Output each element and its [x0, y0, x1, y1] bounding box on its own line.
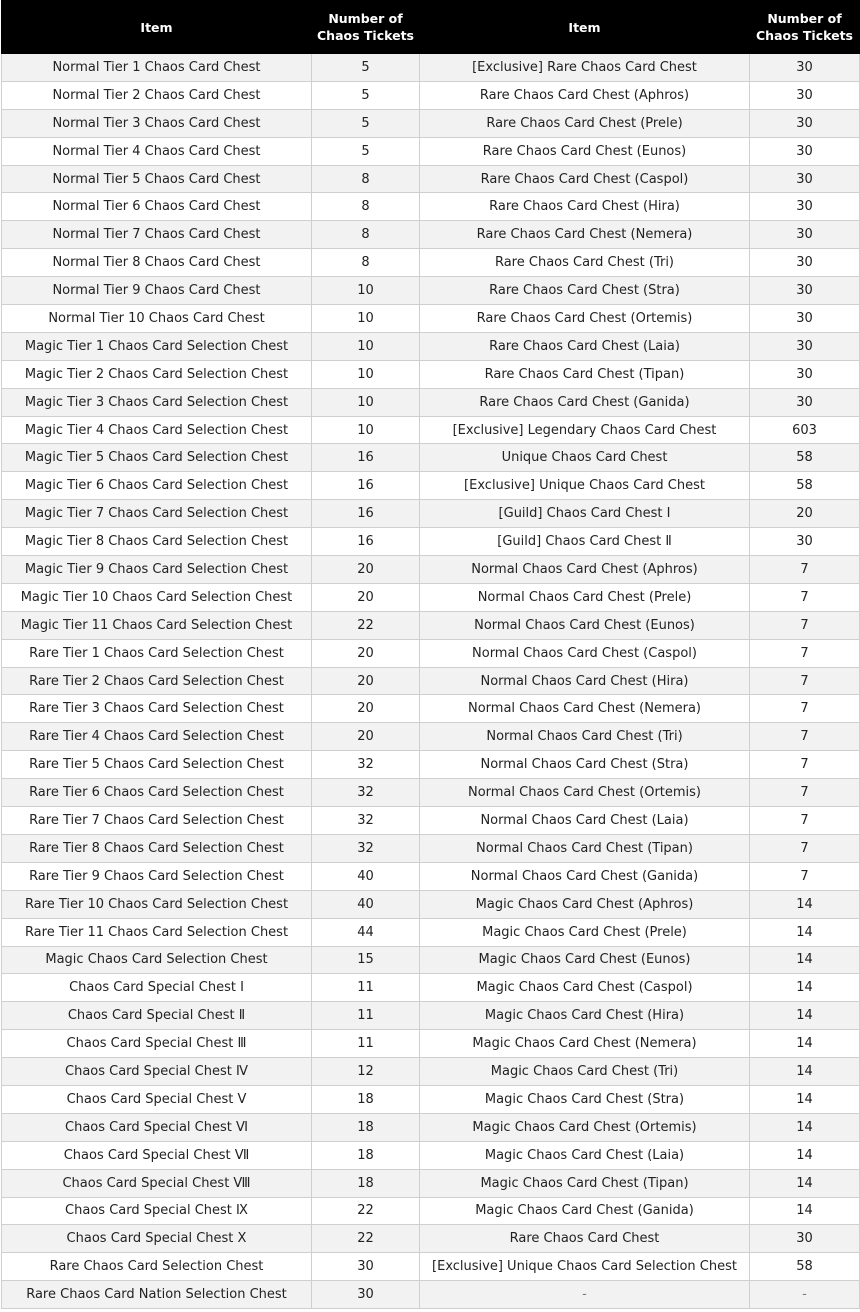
item-right-cell: Unique Chaos Card Chest [420, 444, 750, 472]
tickets-left-cell: 22 [312, 1225, 420, 1253]
item-right-cell: Normal Chaos Card Chest (Ortemis) [420, 779, 750, 807]
item-left-cell: Normal Tier 6 Chaos Card Chest [2, 193, 312, 221]
tickets-right-cell: 7 [750, 667, 860, 695]
tickets-left-cell: 32 [312, 807, 420, 835]
table-row [2, 1113, 860, 1141]
tickets-right-cell: 58 [750, 444, 860, 472]
tickets-right-cell: 7 [750, 807, 860, 835]
table-row [2, 1141, 860, 1169]
tickets-left-cell: 12 [312, 1058, 420, 1086]
table-row [2, 1030, 860, 1058]
tickets-left-cell: 18 [312, 1085, 420, 1113]
item-right-cell: Rare Chaos Card Chest (Nemera) [420, 221, 750, 249]
item-right-cell: Normal Chaos Card Chest (Tri) [420, 723, 750, 751]
table-row [2, 81, 860, 109]
table-row [2, 500, 860, 528]
item-left-cell: Chaos Card Special Chest Ⅶ [2, 1141, 312, 1169]
tickets-left-cell: 5 [312, 54, 420, 82]
item-right-cell: [Guild] Chaos Card Chest Ⅱ [420, 528, 750, 556]
item-right-cell: Rare Chaos Card Chest (Tri) [420, 249, 750, 277]
table-row [2, 1169, 860, 1197]
header-row [2, 1, 860, 54]
item-left-cell: Chaos Card Special Chest Ⅱ [2, 1002, 312, 1030]
tickets-right-cell: - [750, 1281, 860, 1309]
tickets-right-cell: 30 [750, 528, 860, 556]
item-left-cell: Rare Chaos Card Selection Chest [2, 1253, 312, 1281]
tickets-left-cell: 16 [312, 472, 420, 500]
table-row [2, 444, 860, 472]
tickets-right-cell: 30 [750, 332, 860, 360]
item-left-cell: Normal Tier 9 Chaos Card Chest [2, 277, 312, 305]
item-right-cell: Rare Chaos Card Chest (Hira) [420, 193, 750, 221]
table-row [2, 639, 860, 667]
table-header [2, 1, 860, 54]
tickets-left-cell: 40 [312, 862, 420, 890]
tickets-left-cell: 20 [312, 639, 420, 667]
item-left-cell: Magic Tier 10 Chaos Card Selection Chest [2, 583, 312, 611]
tickets-left-cell: 8 [312, 165, 420, 193]
tickets-right-cell: 14 [750, 890, 860, 918]
item-left-cell: Normal Tier 8 Chaos Card Chest [2, 249, 312, 277]
item-right-cell: Magic Chaos Card Chest (Ganida) [420, 1197, 750, 1225]
table-row [2, 305, 860, 333]
item-left-cell: Normal Tier 2 Chaos Card Chest [2, 81, 312, 109]
tickets-left-cell: 11 [312, 974, 420, 1002]
item-right-cell: Normal Chaos Card Chest (Caspol) [420, 639, 750, 667]
table-row [2, 779, 860, 807]
tickets-left-cell: 10 [312, 416, 420, 444]
chaos-ticket-table [1, 0, 860, 1309]
item-left-cell: Chaos Card Special Chest Ⅲ [2, 1030, 312, 1058]
tickets-left-cell: 32 [312, 779, 420, 807]
item-left-cell: Normal Tier 4 Chaos Card Chest [2, 137, 312, 165]
tickets-right-cell: 14 [750, 1197, 860, 1225]
item-right-cell: [Exclusive] Unique Chaos Card Chest [420, 472, 750, 500]
item-left-cell: Magic Tier 8 Chaos Card Selection Chest [2, 528, 312, 556]
item-left-cell: Magic Tier 9 Chaos Card Selection Chest [2, 556, 312, 584]
table-row [2, 249, 860, 277]
item-left-cell: Magic Tier 3 Chaos Card Selection Chest [2, 388, 312, 416]
tickets-right-cell: 7 [750, 556, 860, 584]
item-right-cell: Magic Chaos Card Chest (Prele) [420, 918, 750, 946]
tickets-right-cell: 14 [750, 1002, 860, 1030]
item-right-cell: Magic Chaos Card Chest (Laia) [420, 1141, 750, 1169]
item-right-cell: Magic Chaos Card Chest (Aphros) [420, 890, 750, 918]
item-left-cell: Rare Chaos Card Nation Selection Chest [2, 1281, 312, 1309]
header-tickets-right-line1: Number of [767, 11, 842, 26]
table-row [2, 109, 860, 137]
header-tickets-right-line2: Chaos Tickets [756, 28, 853, 43]
tickets-right-cell: 14 [750, 1113, 860, 1141]
item-left-cell: Chaos Card Special Chest Ⅳ [2, 1058, 312, 1086]
tickets-right-cell: 14 [750, 946, 860, 974]
tickets-right-cell: 14 [750, 918, 860, 946]
tickets-left-cell: 5 [312, 81, 420, 109]
item-left-cell: Rare Tier 8 Chaos Card Selection Chest [2, 834, 312, 862]
tickets-left-cell: 10 [312, 332, 420, 360]
item-right-cell: - [420, 1281, 750, 1309]
tickets-right-cell: 30 [750, 193, 860, 221]
item-left-cell: Magic Tier 2 Chaos Card Selection Chest [2, 360, 312, 388]
item-right-cell: [Exclusive] Legendary Chaos Card Chest [420, 416, 750, 444]
tickets-left-cell: 11 [312, 1030, 420, 1058]
tickets-right-cell: 14 [750, 1030, 860, 1058]
table-row [2, 890, 860, 918]
item-right-cell: Rare Chaos Card Chest (Caspol) [420, 165, 750, 193]
tickets-left-cell: 30 [312, 1281, 420, 1309]
tickets-left-cell: 32 [312, 751, 420, 779]
tickets-left-cell: 18 [312, 1141, 420, 1169]
item-right-cell: Magic Chaos Card Chest (Eunos) [420, 946, 750, 974]
item-right-cell: Rare Chaos Card Chest (Ortemis) [420, 305, 750, 333]
item-right-cell: [Guild] Chaos Card Chest Ⅰ [420, 500, 750, 528]
item-left-cell: Rare Tier 11 Chaos Card Selection Chest [2, 918, 312, 946]
item-left-cell: Magic Chaos Card Selection Chest [2, 946, 312, 974]
tickets-left-cell: 5 [312, 137, 420, 165]
tickets-left-cell: 44 [312, 918, 420, 946]
table-row [2, 918, 860, 946]
tickets-right-cell: 7 [750, 779, 860, 807]
tickets-right-cell: 14 [750, 1169, 860, 1197]
table-row [2, 1197, 860, 1225]
tickets-left-cell: 10 [312, 305, 420, 333]
item-left-cell: Magic Tier 6 Chaos Card Selection Chest [2, 472, 312, 500]
tickets-left-cell: 10 [312, 277, 420, 305]
item-left-cell: Magic Tier 1 Chaos Card Selection Chest [2, 332, 312, 360]
tickets-right-cell: 14 [750, 1085, 860, 1113]
tickets-right-cell: 20 [750, 500, 860, 528]
item-right-cell: [Exclusive] Unique Chaos Card Selection Chest [420, 1253, 750, 1281]
tickets-right-cell: 7 [750, 611, 860, 639]
tickets-right-cell: 30 [750, 277, 860, 305]
tickets-right-cell: 30 [750, 137, 860, 165]
table-row [2, 165, 860, 193]
item-right-cell: Rare Chaos Card Chest (Laia) [420, 332, 750, 360]
tickets-left-cell: 8 [312, 193, 420, 221]
item-left-cell: Normal Tier 7 Chaos Card Chest [2, 221, 312, 249]
table-row [2, 277, 860, 305]
tickets-left-cell: 20 [312, 723, 420, 751]
item-right-cell: Rare Chaos Card Chest [420, 1225, 750, 1253]
tickets-left-cell: 5 [312, 109, 420, 137]
item-right-cell: Normal Chaos Card Chest (Ganida) [420, 862, 750, 890]
tickets-left-cell: 16 [312, 528, 420, 556]
table-row [2, 834, 860, 862]
item-right-cell: Magic Chaos Card Chest (Tri) [420, 1058, 750, 1086]
table-row [2, 472, 860, 500]
item-right-cell: Normal Chaos Card Chest (Laia) [420, 807, 750, 835]
table-row [2, 416, 860, 444]
tickets-right-cell: 14 [750, 1141, 860, 1169]
table-row [2, 1225, 860, 1253]
table-row [2, 751, 860, 779]
tickets-right-cell: 30 [750, 109, 860, 137]
tickets-right-cell: 30 [750, 165, 860, 193]
item-left-cell: Chaos Card Special Chest Ⅸ [2, 1197, 312, 1225]
table-row [2, 137, 860, 165]
item-left-cell: Normal Tier 5 Chaos Card Chest [2, 165, 312, 193]
table-row [2, 583, 860, 611]
item-right-cell: Rare Chaos Card Chest (Prele) [420, 109, 750, 137]
item-left-cell: Chaos Card Special Chest Ⅷ [2, 1169, 312, 1197]
item-left-cell: Rare Tier 5 Chaos Card Selection Chest [2, 751, 312, 779]
tickets-right-cell: 7 [750, 723, 860, 751]
item-left-cell: Magic Tier 5 Chaos Card Selection Chest [2, 444, 312, 472]
tickets-left-cell: 20 [312, 556, 420, 584]
header-item-right: Item [420, 1, 750, 54]
tickets-right-cell: 30 [750, 54, 860, 82]
header-item-left: Item [2, 1, 312, 54]
item-right-cell: Magic Chaos Card Chest (Caspol) [420, 974, 750, 1002]
tickets-right-cell: 30 [750, 360, 860, 388]
item-right-cell: Rare Chaos Card Chest (Ganida) [420, 388, 750, 416]
item-right-cell: Magic Chaos Card Chest (Ortemis) [420, 1113, 750, 1141]
tickets-right-cell: 7 [750, 695, 860, 723]
tickets-right-cell: 7 [750, 834, 860, 862]
item-left-cell: Magic Tier 11 Chaos Card Selection Chest [2, 611, 312, 639]
tickets-left-cell: 22 [312, 611, 420, 639]
item-right-cell: Rare Chaos Card Chest (Aphros) [420, 81, 750, 109]
tickets-right-cell: 58 [750, 472, 860, 500]
tickets-left-cell: 30 [312, 1253, 420, 1281]
header-tickets-right [750, 1, 860, 54]
item-left-cell: Chaos Card Special Chest Ⅴ [2, 1085, 312, 1113]
header-tickets-left-line1: Number of [328, 11, 403, 26]
tickets-right-cell: 58 [750, 1253, 860, 1281]
tickets-left-cell: 18 [312, 1169, 420, 1197]
item-left-cell: Magic Tier 7 Chaos Card Selection Chest [2, 500, 312, 528]
tickets-right-cell: 7 [750, 639, 860, 667]
tickets-left-cell: 11 [312, 1002, 420, 1030]
item-left-cell: Chaos Card Special Chest Ⅵ [2, 1113, 312, 1141]
item-right-cell: Magic Chaos Card Chest (Stra) [420, 1085, 750, 1113]
item-right-cell: Normal Chaos Card Chest (Nemera) [420, 695, 750, 723]
item-right-cell: Rare Chaos Card Chest (Tipan) [420, 360, 750, 388]
tickets-left-cell: 8 [312, 249, 420, 277]
item-left-cell: Magic Tier 4 Chaos Card Selection Chest [2, 416, 312, 444]
tickets-right-cell: 7 [750, 862, 860, 890]
table-row [2, 54, 860, 82]
table-row [2, 723, 860, 751]
table-row [2, 807, 860, 835]
table-row [2, 360, 860, 388]
item-left-cell: Chaos Card Special Chest Ⅹ [2, 1225, 312, 1253]
item-right-cell: Normal Chaos Card Chest (Hira) [420, 667, 750, 695]
table-row [2, 332, 860, 360]
tickets-right-cell: 14 [750, 974, 860, 1002]
tickets-left-cell: 8 [312, 221, 420, 249]
item-left-cell: Rare Tier 3 Chaos Card Selection Chest [2, 695, 312, 723]
item-left-cell: Chaos Card Special Chest Ⅰ [2, 974, 312, 1002]
item-right-cell: Rare Chaos Card Chest (Eunos) [420, 137, 750, 165]
table-row [2, 1281, 860, 1309]
table-row [2, 1058, 860, 1086]
table-row [2, 556, 860, 584]
tickets-right-cell: 30 [750, 81, 860, 109]
tickets-right-cell: 7 [750, 583, 860, 611]
table-row [2, 193, 860, 221]
item-right-cell: Normal Chaos Card Chest (Tipan) [420, 834, 750, 862]
item-left-cell: Rare Tier 4 Chaos Card Selection Chest [2, 723, 312, 751]
tickets-left-cell: 40 [312, 890, 420, 918]
table-row [2, 611, 860, 639]
table-row [2, 667, 860, 695]
tickets-right-cell: 14 [750, 1058, 860, 1086]
tickets-right-cell: 30 [750, 1225, 860, 1253]
table-row [2, 1002, 860, 1030]
table-row [2, 1253, 860, 1281]
tickets-right-cell: 7 [750, 751, 860, 779]
table-row [2, 946, 860, 974]
tickets-right-cell: 30 [750, 249, 860, 277]
tickets-left-cell: 10 [312, 388, 420, 416]
table-body [2, 54, 860, 1309]
item-right-cell: Normal Chaos Card Chest (Stra) [420, 751, 750, 779]
tickets-left-cell: 20 [312, 695, 420, 723]
tickets-left-cell: 16 [312, 500, 420, 528]
table-row [2, 221, 860, 249]
item-left-cell: Rare Tier 6 Chaos Card Selection Chest [2, 779, 312, 807]
tickets-right-cell: 603 [750, 416, 860, 444]
item-right-cell: Magic Chaos Card Chest (Nemera) [420, 1030, 750, 1058]
tickets-right-cell: 30 [750, 388, 860, 416]
tickets-left-cell: 18 [312, 1113, 420, 1141]
item-left-cell: Normal Tier 1 Chaos Card Chest [2, 54, 312, 82]
item-left-cell: Rare Tier 9 Chaos Card Selection Chest [2, 862, 312, 890]
tickets-right-cell: 30 [750, 221, 860, 249]
table-row [2, 862, 860, 890]
item-right-cell: [Exclusive] Rare Chaos Card Chest [420, 54, 750, 82]
tickets-right-cell: 30 [750, 305, 860, 333]
item-left-cell: Normal Tier 10 Chaos Card Chest [2, 305, 312, 333]
tickets-left-cell: 16 [312, 444, 420, 472]
item-right-cell: Normal Chaos Card Chest (Prele) [420, 583, 750, 611]
item-right-cell: Normal Chaos Card Chest (Aphros) [420, 556, 750, 584]
item-right-cell: Normal Chaos Card Chest (Eunos) [420, 611, 750, 639]
item-right-cell: Magic Chaos Card Chest (Tipan) [420, 1169, 750, 1197]
tickets-left-cell: 20 [312, 583, 420, 611]
item-left-cell: Rare Tier 1 Chaos Card Selection Chest [2, 639, 312, 667]
item-right-cell: Rare Chaos Card Chest (Stra) [420, 277, 750, 305]
table-row [2, 974, 860, 1002]
item-right-cell: Magic Chaos Card Chest (Hira) [420, 1002, 750, 1030]
tickets-left-cell: 32 [312, 834, 420, 862]
item-left-cell: Rare Tier 7 Chaos Card Selection Chest [2, 807, 312, 835]
item-left-cell: Rare Tier 10 Chaos Card Selection Chest [2, 890, 312, 918]
table-row [2, 1085, 860, 1113]
table-row [2, 388, 860, 416]
table-row [2, 528, 860, 556]
table-row [2, 695, 860, 723]
tickets-left-cell: 22 [312, 1197, 420, 1225]
item-left-cell: Rare Tier 2 Chaos Card Selection Chest [2, 667, 312, 695]
header-tickets-left [312, 1, 420, 54]
header-tickets-left-line2: Chaos Tickets [317, 28, 414, 43]
tickets-left-cell: 20 [312, 667, 420, 695]
tickets-left-cell: 15 [312, 946, 420, 974]
item-left-cell: Normal Tier 3 Chaos Card Chest [2, 109, 312, 137]
tickets-left-cell: 10 [312, 360, 420, 388]
